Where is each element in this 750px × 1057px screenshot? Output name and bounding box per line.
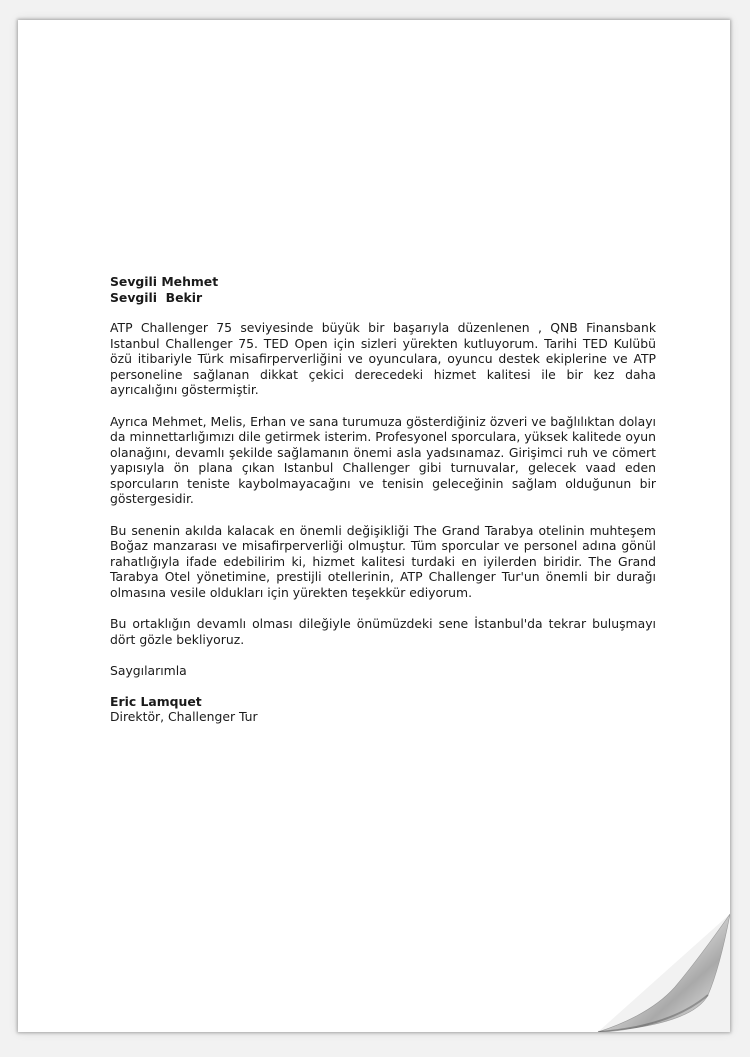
signature-name: Eric Lamquet xyxy=(110,693,202,709)
closing-text: Saygılarımla xyxy=(110,663,187,678)
letter-paragraph: Bu senenin akılda kalacak en önemli değişikliği The Grand Tarabya otelinin muhteşem Boğaz manzarası ve misafirperverliği olmuştur. Tüm sporcular ve personel adına gönül rahatlığıyla ifade edebilirim ki, hizmet kalitesi turdaki en iyilerden biridir. The Grand Tarabya Otel yönetimine, prestijli otellerinin, ATP Challenger Tur'un önemli bir durağı olmasına vesile oldukları için yürekten teşekkür ediyorum. xyxy=(110,522,656,600)
salutation-line: Sevgili Mehmet xyxy=(110,274,219,289)
page-curl-icon xyxy=(580,897,730,1032)
salutation-line: Sevgili Bekir xyxy=(110,289,203,305)
letter-page xyxy=(18,20,730,1032)
letter-paragraph: Ayrıca Mehmet, Melis, Erhan ve sana turumuza gösterdiğiniz özveri ve bağlılıktan dolayı da minnettarlığımızı dile getirmek isterim. Profesyonel sporculara, yüksek kalitede oyun olanağını, devamlı şekilde sağlamanın önemi asla yadsınamaz. Girişimci ruh ve cömert yapısıyla ön plana çıkan Istanbul Challenger gibi turnuvalar, gelecek vaad eden sporcuların teniste kaybolmayacağını ve tenisin geleceğinin sağlam olduğunun bir göstergesidir. xyxy=(110,413,656,506)
letter-paragraph: ATP Challenger 75 seviyesinde büyük bir başarıyla düzenlenen , QNB Finansbank Istanbul Challenger 75. TED Open için sizleri yürekten kutluyorum. Tarihi TED Kulübü özü itibariyle Türk misafirperverliğini ve oyunculara, oyuncu destek ekiplerine ve ATP personeline sağlanan dikkat çekici derecedeki hizmet kalitesi ile bir kez daha ayrıcalığını göstermiştir. xyxy=(110,320,656,397)
letter-body xyxy=(110,274,656,725)
letter-paragraph: Bu ortaklığın devamlı olması dileğiyle önümüzdeki sene İstanbul'da tekrar buluşmayı dört gözle bekliyoruz. xyxy=(110,616,656,647)
salutation-block xyxy=(110,274,656,305)
signature-title: Direktör, Challenger Tur xyxy=(110,709,258,724)
